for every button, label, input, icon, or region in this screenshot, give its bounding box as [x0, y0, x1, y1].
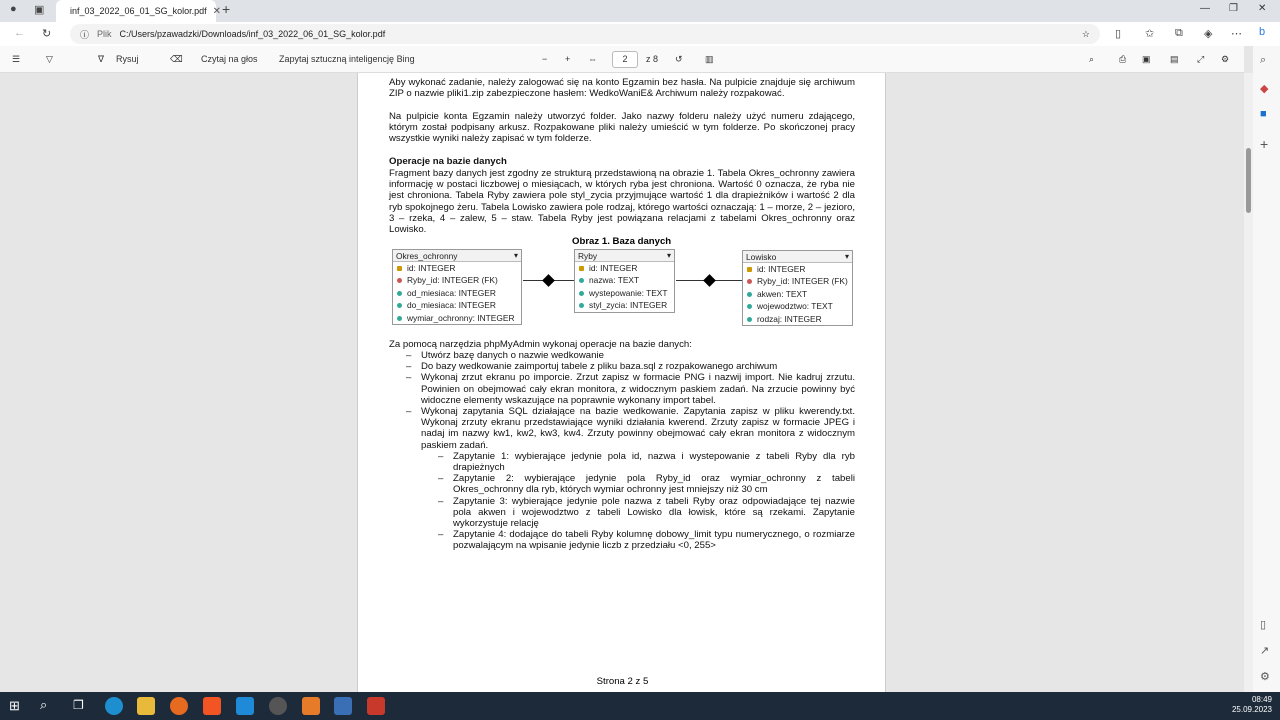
sidebar-toggle-icon[interactable]: ▯	[1260, 619, 1267, 631]
new-tab-icon[interactable]: +	[222, 1, 231, 17]
scrollbar[interactable]	[1244, 73, 1253, 692]
read-aloud-button[interactable]: Czytaj na głos	[201, 54, 258, 64]
split-screen-icon[interactable]: ▯	[1115, 28, 1122, 40]
extensions-icon[interactable]: ◈	[1204, 28, 1213, 40]
tab-title: inf_03_2022_06_01_SG_kolor.pdf	[70, 6, 207, 16]
draw-icon[interactable]: ∇	[98, 54, 105, 64]
pdf-viewer[interactable]	[0, 73, 1244, 692]
table-field: nazwa: TEXT	[575, 274, 674, 286]
address-bar-row	[0, 22, 1280, 46]
pdf-toolbar	[0, 46, 1244, 73]
page-footer: Strona 2 z 5	[596, 676, 649, 687]
rotate-icon[interactable]: ↺	[675, 54, 683, 64]
highlight-icon[interactable]: ▽	[46, 54, 53, 64]
address-field[interactable]	[70, 24, 1100, 44]
explorer-app-icon[interactable]	[137, 697, 155, 715]
sidebar-settings-icon[interactable]: ⚙	[1260, 671, 1270, 683]
pdf-page	[357, 73, 886, 692]
xampp-app-icon[interactable]	[302, 697, 320, 715]
table-ryby	[574, 249, 675, 313]
bing-icon[interactable]: b	[1259, 26, 1266, 38]
info-icon: ⓘ	[80, 29, 90, 40]
relation-diamond	[542, 274, 555, 287]
search-taskbar-icon[interactable]: ⌕	[40, 697, 48, 712]
app-icon[interactable]	[367, 697, 385, 715]
tab-actions-icon[interactable]: ▣	[34, 4, 45, 16]
zoom-in-icon[interactable]: +	[565, 54, 571, 64]
close-tab-icon[interactable]: ✕	[212, 5, 222, 17]
edge-app-icon[interactable]	[105, 697, 123, 715]
collections-icon[interactable]: ⧉	[1175, 27, 1183, 39]
back-icon[interactable]: ←	[14, 27, 25, 39]
table-field: do_miesiaca: INTEGER	[393, 299, 521, 311]
minimize-icon[interactable]: —	[1200, 3, 1210, 14]
taskbar	[0, 692, 1280, 720]
app-icon[interactable]	[269, 697, 287, 715]
paragraph-login: Aby wykonać zadanie, należy zalogować się na konto Egzamin bez hasła. Na pulpicie znajduje się archiwum ZIP o nazwie pliki1.zip zabezpieczone hasłem: WedkoWaniE& Archiwum należy rozpakować.	[389, 77, 855, 100]
page-total: z 8	[646, 54, 659, 64]
list-item: – Wykonaj zrzut ekranu po imporcie. Zrzut zapisz w formacie PNG i nazwij import. Nie kadruj zrzutu. Powinien on obejmować cały ekran monitora, z widocznym paskiem zadań. Na zrzucie powinny być widoczne elementy wskazujące na poprawnie wykonany import tabel.	[389, 372, 855, 406]
task-view-icon[interactable]: ❐	[73, 698, 84, 712]
start-icon[interactable]: ⊞	[9, 698, 20, 713]
draw-button[interactable]: Rysuj	[116, 54, 139, 64]
page-number-input[interactable]: 2	[612, 51, 638, 68]
search-icon[interactable]: ⌕	[1089, 54, 1095, 64]
external-link-icon[interactable]: ↗	[1260, 645, 1270, 657]
profile-icon[interactable]: ●	[10, 3, 17, 15]
table-field: od_miesiaca: INTEGER	[393, 287, 521, 299]
search-sidebar-icon[interactable]: ⌕	[1260, 54, 1267, 66]
edge-sidebar	[1253, 46, 1280, 692]
clock-date: 25.09.2023	[1231, 705, 1272, 714]
save-icon[interactable]: ▣	[1142, 54, 1151, 64]
settings-icon[interactable]: ⚙	[1221, 54, 1230, 64]
query-item: – Zapytanie 2: wybierające jedynie pola Ryby_id oraz wymiar_ochronny z tabeli Okres_ochronny dla ryb, których wymiar ochronny jest mniejszy niż 30 cm	[389, 473, 855, 495]
scrollbar-thumb[interactable]	[1246, 148, 1251, 213]
tab-bar	[0, 0, 1280, 22]
contents-icon[interactable]: ☰	[12, 54, 21, 64]
table-field: id: INTEGER	[575, 262, 674, 274]
fullscreen-icon[interactable]: ⤢	[1197, 54, 1205, 64]
intro-line: Za pomocą narzędzia phpMyAdmin wykonaj operacje na bazie danych:	[389, 339, 692, 350]
save-as-icon[interactable]: ▤	[1170, 54, 1179, 64]
query-item: – Zapytanie 1: wybierające jedynie pola id, nazwa i wystepowanie z tabeli Ryby dla ryb drapieżnych	[389, 451, 855, 473]
more-icon[interactable]: ⋯	[1231, 28, 1242, 40]
tab-pdf[interactable]	[56, 0, 222, 22]
address-prefix: Plik	[97, 29, 112, 39]
table-okres-ochronny	[392, 249, 522, 325]
office-icon[interactable]: ◆	[1260, 83, 1269, 95]
favorites-icon[interactable]: ✩	[1145, 28, 1155, 40]
table-header: Okres_ochronny ▾	[393, 250, 521, 262]
brave-app-icon[interactable]	[203, 697, 221, 715]
page-view-icon[interactable]: ▥	[705, 54, 714, 64]
relation-diamond	[703, 274, 716, 287]
table-field: wymiar_ochronny: INTEGER	[393, 312, 521, 324]
vscode-app-icon[interactable]	[236, 697, 254, 715]
close-window-icon[interactable]: ✕	[1258, 3, 1267, 14]
steps-list	[389, 350, 855, 552]
list-item: – Do bazy wedkowanie zaimportuj tabele z pliku baza.sql z rozpakowanego archiwum	[389, 361, 855, 372]
address-text: C:/Users/pzawadzki/Downloads/inf_03_2022_06_01_SG_kolor.pdf	[119, 29, 386, 39]
list-item: – Wykonaj zapytania SQL działające na bazie wedkowanie. Zapytania zapisz w pliku kwerendy.txt. Wykonaj zrzuty ekranu przedstawiające wyniki działania kwerend. Zrzuty zapisz w formacie JPEG i nadaj im nazwy kw1, kw2, kw3, kw4. Zrzuty powinny obejmować cały ekran monitora z widocznym paskiem zadań.	[389, 406, 855, 451]
query-item: – Zapytanie 3: wybierające jedynie pole nazwa z tabeli Ryby oraz odpowiadające tej nazwie pola akwen i wojewodztwo z tabeli Lowisko dla łowisk, które są rzekami. Zapytanie wykorzystuje relację	[389, 496, 855, 530]
table-header: Ryby ▾	[575, 250, 674, 262]
erase-icon[interactable]: ⌫	[170, 54, 183, 64]
table-field: Ryby_id: INTEGER (FK)	[743, 275, 852, 287]
list-item: – Utwórz bazę danych o nazwie wedkowanie	[389, 350, 855, 361]
restore-icon[interactable]: ❐	[1229, 3, 1238, 14]
firefox-app-icon[interactable]	[170, 697, 188, 715]
table-field: akwen: TEXT	[743, 288, 852, 300]
clock-time: 08:49	[1251, 695, 1272, 704]
outlook-icon[interactable]: ■	[1260, 108, 1267, 120]
figure-title: Obraz 1. Baza danych	[572, 236, 672, 247]
clock[interactable]	[1232, 695, 1272, 715]
table-field: styl_zycia: INTEGER	[575, 299, 674, 311]
query-item: – Zapytanie 4: dodające do tabeli Ryby kolumnę dobowy_limit typu numerycznego, o rozmiarze pozwalającym na wpisanie jedynie liczb z przedziału <0, 255>	[389, 529, 855, 551]
fit-page-icon[interactable]: ⇔	[588, 54, 597, 64]
app-icon[interactable]	[334, 697, 352, 715]
ask-ai-button[interactable]: Zapytaj sztuczną inteligencję Bing	[279, 54, 415, 64]
paragraph-folder: Na pulpicie konta Egzamin należy utworzyć folder. Jako nazwy folderu należy użyć numeru zdającego, którym został podpisany arkusz. Rozpakowane pliki należy umieścić w tym folderze. Po skończonej pracy wszystkie wyniki należy zapisać w tym folderze.	[389, 111, 855, 145]
section-heading: Operacje na bazie danych	[389, 156, 507, 167]
table-field: rodzaj: INTEGER	[743, 313, 852, 325]
print-icon[interactable]: ⎙	[1119, 54, 1127, 64]
table-header: Lowisko ▾	[743, 251, 852, 263]
table-field: Ryby_id: INTEGER (FK)	[393, 274, 521, 286]
favorite-star-icon[interactable]: ☆	[1081, 28, 1090, 39]
zoom-out-icon[interactable]: −	[542, 54, 548, 64]
table-field: id: INTEGER	[393, 262, 521, 274]
table-lowisko	[742, 250, 853, 326]
paragraph-db: Fragment bazy danych jest zgodny ze strukturą przedstawioną na obrazie 1. Tabela Okres_ochronny zawiera informację w postaci liczbowej o miesiącach, w których ryba jest chroniona. Wartość 0 oznacza, że ryba nie jest chroniona. Tabela Ryby zawiera pole styl_zycia przyjmujące wartość 1 dla drapieżników i wartość 2 dla ryb spokojnego żeru. Tabela Lowisko zawiera pole rodzaj, którego wartości oznaczają: 1 – morze, 2 – jezioro, 3 – rzeka, 4 – zalew, 5 – staw. Tabela Ryby jest powiązana relacjami z tabelami Okres_ochronny oraz Lowisko.	[389, 168, 855, 236]
table-field: id: INTEGER	[743, 263, 852, 275]
add-sidebar-icon[interactable]: +	[1260, 136, 1269, 152]
refresh-icon[interactable]: ↻	[42, 28, 52, 40]
table-field: wojewodztwo: TEXT	[743, 300, 852, 312]
table-field: wystepowanie: TEXT	[575, 287, 674, 299]
